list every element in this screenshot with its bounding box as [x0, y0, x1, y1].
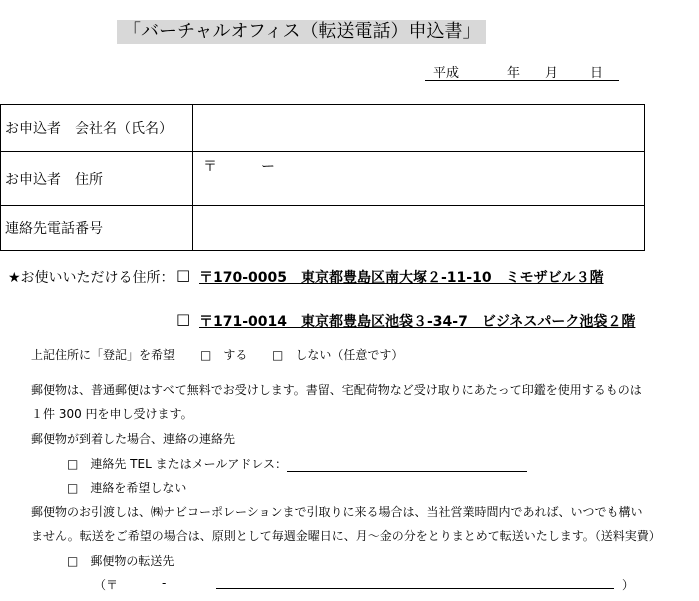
- address-option2-text: 〒171-0014 東京都豊島区池袋３-34-7 ビジネスパーク池袋２階: [199, 314, 636, 330]
- applicant-table: [0, 104, 645, 251]
- mail-paragraph-4: 郵便物のお引渡しは、㈱ナビコーポレーションまで引取りに来る場合は、当社営業時間内であれば、いつでも構い: [31, 505, 643, 519]
- contact-option[interactable]: [67, 455, 527, 472]
- date-era: 平成: [433, 66, 460, 81]
- date-year: 年: [507, 66, 521, 81]
- contact-input-line[interactable]: [287, 457, 527, 472]
- company-input-cell[interactable]: [193, 105, 645, 152]
- table-row: [1, 105, 645, 152]
- no-contact-option[interactable]: □ 連絡を希望しない: [67, 481, 187, 495]
- mail-paragraph-3: 郵便物が到着した場合、連絡の連絡先: [31, 432, 236, 446]
- address-label: お申込者 住所: [1, 152, 193, 206]
- registration-question: 上記住所に「登記」を希望: [31, 348, 176, 362]
- registration-yes-option[interactable]: □ する: [200, 348, 248, 362]
- forward-postal-open: （〒: [94, 578, 119, 592]
- date-field[interactable]: [425, 60, 619, 81]
- address-input-cell[interactable]: [193, 152, 645, 206]
- table-row: [1, 152, 645, 206]
- company-label: お申込者 会社名（氏名）: [1, 105, 193, 152]
- date-day: 日: [590, 66, 604, 81]
- contact-option-label: □ 連絡先 TEL またはメールアドレス：: [67, 457, 287, 471]
- mail-paragraph-1: 郵便物は、普通郵便はすべて無料でお受けします。書留、宅配荷物など受け取りにあたって印鑑を使用するものは: [31, 383, 642, 397]
- form-title: 「バーチャルオフィス（転送電話）申込書」: [117, 20, 486, 44]
- address-option1-text: 〒170-0005 東京都豊島区南大塚２-11-10 ミモザビル３階: [199, 270, 604, 286]
- forward-address-input-line[interactable]: [216, 576, 614, 589]
- forward-postal-dash: -: [162, 576, 167, 590]
- mail-paragraph-2: １件 300 円を申し受けます。: [31, 407, 193, 421]
- registration-no-option[interactable]: □ しない（任意です）: [272, 348, 404, 362]
- forward-option[interactable]: □ 郵便物の転送先: [67, 554, 175, 568]
- forward-close-paren: ）: [622, 578, 635, 592]
- postal-mark: 〒: [203, 159, 217, 175]
- mail-paragraph-5: ません。転送をご希望の場合は、原則として毎週金曜日に、月～金の分をとりまとめて転送いたします。（送料実費）: [31, 529, 661, 543]
- phone-input-cell[interactable]: [193, 206, 645, 251]
- date-month: 月: [545, 66, 559, 81]
- table-row: [1, 206, 645, 251]
- address-option1-checkbox[interactable]: □: [176, 266, 191, 284]
- phone-label: 連絡先電話番号: [1, 206, 193, 251]
- address-option2-checkbox[interactable]: □: [176, 310, 191, 328]
- postal-dash: ー: [261, 159, 275, 175]
- usable-address-label: ★お使いいただける住所：: [8, 270, 175, 286]
